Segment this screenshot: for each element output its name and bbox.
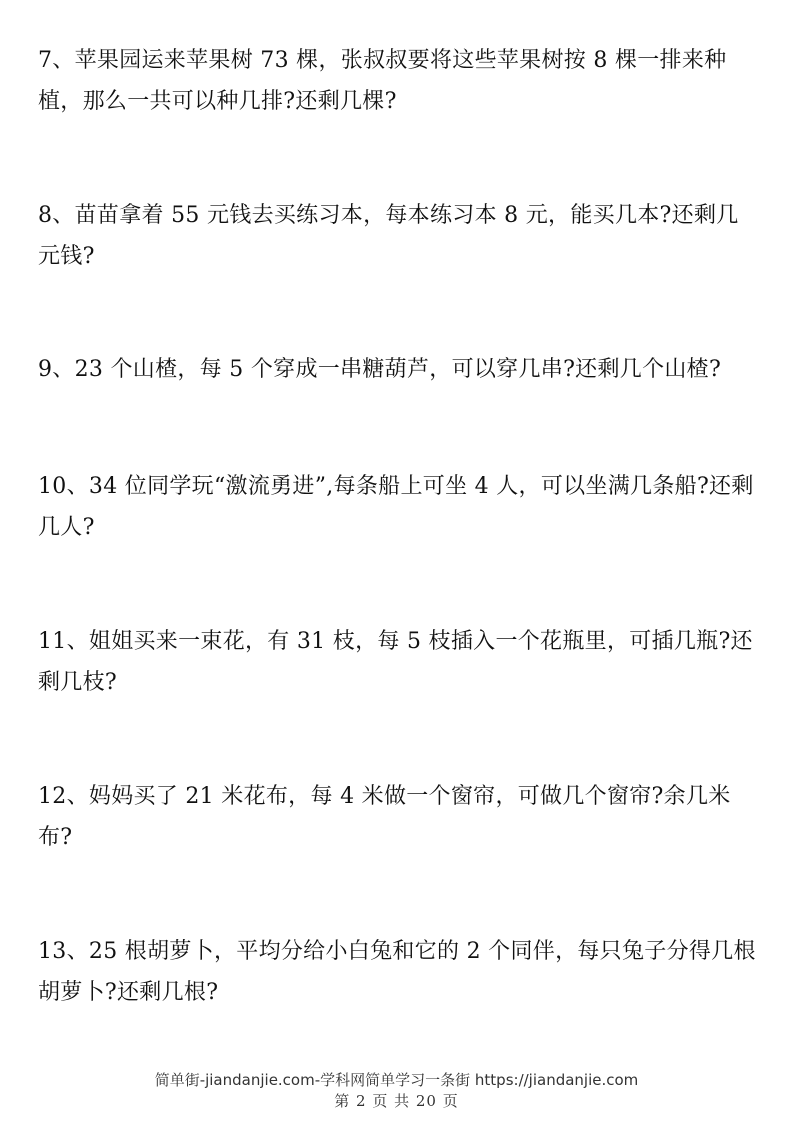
problem-8: 8、苗苗拿着 55 元钱去买练习本，每本练习本 8 元，能买几本?还剩几元钱? — [38, 203, 739, 269]
problem-11: 11、姐姐买来一束花，有 31 枝，每 5 枝插入一个花瓶里，可插几瓶?还剩几枝? — [38, 629, 753, 695]
problem-9: 9、23 个山楂，每 5 个穿成一串糖葫芦，可以穿几串?还剩几个山楂? — [38, 357, 722, 382]
problem-12: 12、妈妈买了 21 米花布，每 4 米做一个窗帘，可做几个窗帘?余几米布? — [38, 784, 731, 850]
problem-7: 7、苹果园运来苹果树 73 棵，张叔叔要将这些苹果树按 8 棵一排来种植，那么一共可以种几排?还剩几棵? — [38, 48, 727, 114]
problem-10: 10、34 位同学玩“激流勇进”,每条船上可坐 4 人，可以坐满几条船?还剩几人? — [38, 474, 754, 540]
footer-page-number: 第 2 页 共 20 页 — [334, 1092, 459, 1110]
problem-13: 13、25 根胡萝卜，平均分给小白兔和它的 2 个同伴，每只兔子分得几根胡萝卜?还剩几根? — [38, 939, 756, 1005]
footer-source: 简单街-jiandanjie.com-学科网简单学习一条街 https://jiandanjie.com — [154, 1071, 639, 1089]
